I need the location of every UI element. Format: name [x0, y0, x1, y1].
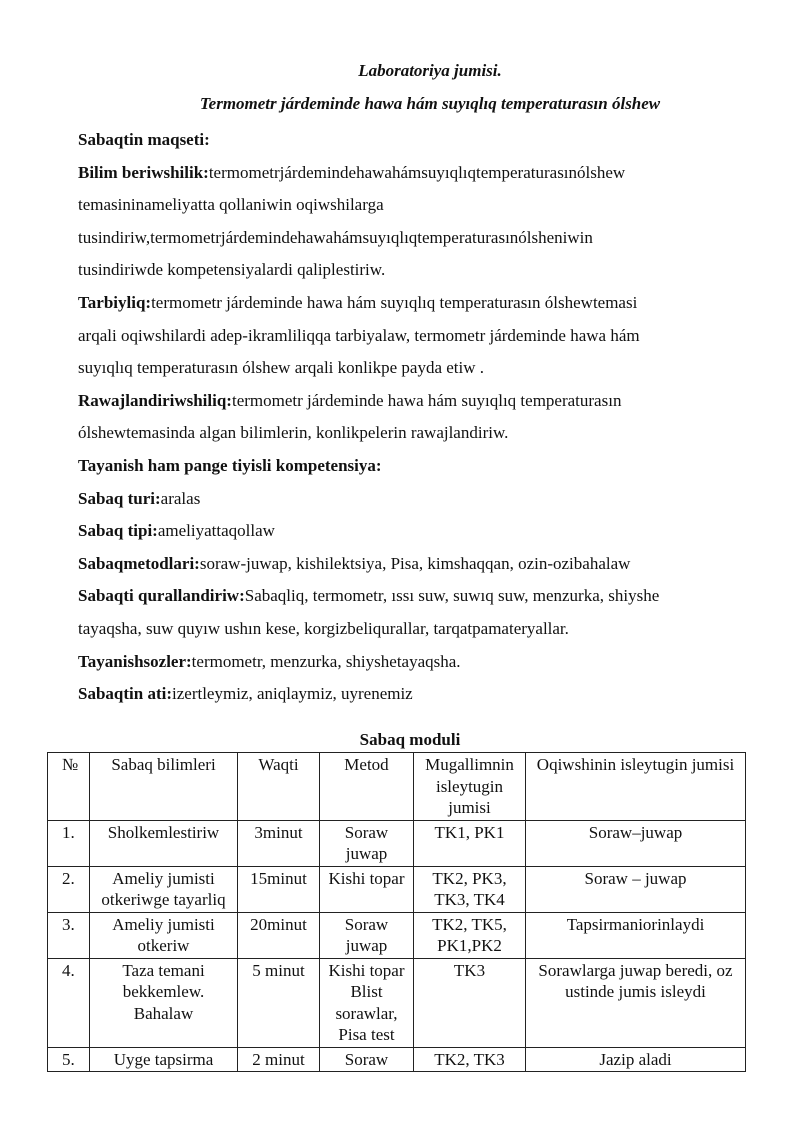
table-cell: Kishi topar [320, 866, 414, 912]
table-row [48, 866, 746, 912]
header-cell: Metod [320, 753, 414, 821]
text-line [78, 222, 738, 255]
line-text: ameliyattaqollaw [157, 521, 275, 541]
text-line [78, 613, 738, 646]
table-cell: Soraw juwap [320, 820, 414, 866]
line-text: termometr, menzurka, shiyshetayaqsha. [191, 651, 461, 671]
line-text: termometr járdeminde hawa hám suyıqlıq temperaturasın [231, 390, 622, 410]
header-cell: Waqti [238, 753, 320, 821]
table-row [48, 1047, 746, 1072]
table-cell: 4. [48, 958, 90, 1047]
line-text: izertleymiz, aniqlaymiz, uyrenemiz [172, 684, 413, 704]
text-line [78, 352, 738, 385]
table-cell: Soraw [320, 1047, 414, 1072]
line-label: Sabaq turi: [78, 488, 161, 508]
table-cell: Sorawlarga juwap beredi, oz ustinde jumis isleydi [526, 958, 746, 1047]
line-label: Sabaqtin maqseti: [78, 130, 210, 149]
table-cell: Uyge tapsirma [90, 1047, 238, 1072]
table-cell: 5 minut [238, 958, 320, 1047]
document-subtitle: Termometr járdeminde hawa hám suyıqlıq temperaturasın ólshew [199, 94, 661, 113]
text-line [78, 385, 738, 418]
line-label: Sabaqmetodlari: [78, 553, 200, 573]
table-cell: 20minut [238, 912, 320, 958]
text-line [78, 646, 738, 679]
text-line [78, 254, 738, 287]
header-cell: Sabaq bilimleri [90, 753, 238, 821]
table-cell: TK2, TK3 [414, 1047, 526, 1072]
line-text: aralas [160, 488, 201, 508]
lesson-objectives [78, 124, 738, 711]
table-cell: Kishi topar Blist sorawlar, Pisa test [320, 958, 414, 1047]
document-title: Laboratoriya jumisi. [358, 61, 502, 80]
line-text: Sabaqliq, termometr, ıssı suw, suwıq suw, menzurka, shiyshe [244, 586, 660, 606]
text-line [78, 678, 738, 711]
line-text: tayaqsha, suw quyıw ushın kese, korgizbeliqurallar, tarqatpamateryallar. [78, 618, 569, 638]
line-text: termometrjárdemindehawahámsuyıqlıqtemperaturasınólshew [208, 162, 626, 182]
text-line [78, 580, 738, 613]
text-line [78, 320, 738, 353]
table-header-row [48, 753, 746, 821]
line-text: arqali oqiwshilardi adep-ikramliliqqa tarbiyalaw, termometr járdeminde hawa hám [78, 325, 640, 345]
line-label: Bilim beriwshilik: [78, 162, 209, 182]
table-row [48, 958, 746, 1047]
table-row [48, 912, 746, 958]
table-cell: Jazip aladi [526, 1047, 746, 1072]
line-text: suyıqlıq temperaturasın ólshew arqali konlikpe payda etiw . [78, 358, 485, 378]
table-cell: Tapsirmaniorinlaydi [526, 912, 746, 958]
lesson-module-table [47, 752, 746, 1072]
table-cell: 3minut [238, 820, 320, 866]
line-label: Sabaq tipi: [78, 521, 158, 541]
table-cell: Soraw–juwap [526, 820, 746, 866]
line-label: Rawajlandiriwshiliq: [78, 390, 232, 410]
line-label: Tayanish ham pange tiyisli kompetensiya: [78, 455, 382, 475]
table-cell: 3. [48, 912, 90, 958]
line-text: termometr járdeminde hawa hám suyıqlıq temperaturasın ólshewtemasi [151, 292, 638, 312]
line-text: tusindiriw,termometrjárdemindehawahámsuyıqlıqtemperaturasınólsheniwin [78, 227, 593, 247]
header-cell: Oqiwshinin isleytugin jumisi [526, 753, 746, 821]
table-cell: Taza temani bekkemlew. Bahalaw [90, 958, 238, 1047]
line-text: soraw-juwap, kishilektsiya, Pisa, kimshaqqan, ozin-ozibahalaw [199, 553, 631, 573]
text-line [78, 157, 738, 190]
header-cell: Mugallimnin isleytugin jumisi [414, 753, 526, 821]
header-cell: № [48, 753, 90, 821]
text-line [78, 287, 738, 320]
text-line [78, 450, 738, 483]
text-line [78, 189, 738, 222]
table-cell: Soraw – juwap [526, 866, 746, 912]
table-cell: TK2, TK5, PK1,PK2 [414, 912, 526, 958]
table-cell: 5. [48, 1047, 90, 1072]
table-cell: TK1, PK1 [414, 820, 526, 866]
line-text: temasininameliyatta qollaniwin oqiwshilarga [78, 195, 384, 215]
text-line [78, 417, 738, 450]
table-cell: TK3 [414, 958, 526, 1047]
table-cell: 1. [48, 820, 90, 866]
line-text: ólshewtemasinda algan bilimlerin, konlikpelerin rawajlandiriw. [78, 423, 509, 443]
line-label: Sabaqtin ati: [78, 684, 172, 704]
table-cell: Ameliy jumisti otkeriw [90, 912, 238, 958]
table-cell: 2. [48, 866, 90, 912]
table-cell: 15minut [238, 866, 320, 912]
text-line [78, 483, 738, 516]
text-line [78, 124, 738, 157]
text-line [78, 515, 738, 548]
table-cell: Soraw juwap [320, 912, 414, 958]
line-text: tusindiriwde kompetensiyalardi qaliplestiriw. [78, 260, 386, 280]
line-label: Sabaqti qurallandiriw: [78, 586, 245, 606]
table-cell: Ameliy jumisti otkeriwge tayarliq [90, 866, 238, 912]
table-cell: TK2, PK3, TK3, TK4 [414, 866, 526, 912]
table-cell: Sholkemlestiriw [90, 820, 238, 866]
line-label: Tayanishsozler: [78, 651, 192, 671]
text-line [78, 548, 738, 581]
table-title: Sabaq moduli [359, 730, 461, 749]
line-label: Tarbiyliq: [78, 292, 152, 312]
table-cell: 2 minut [238, 1047, 320, 1072]
table-row [48, 820, 746, 866]
